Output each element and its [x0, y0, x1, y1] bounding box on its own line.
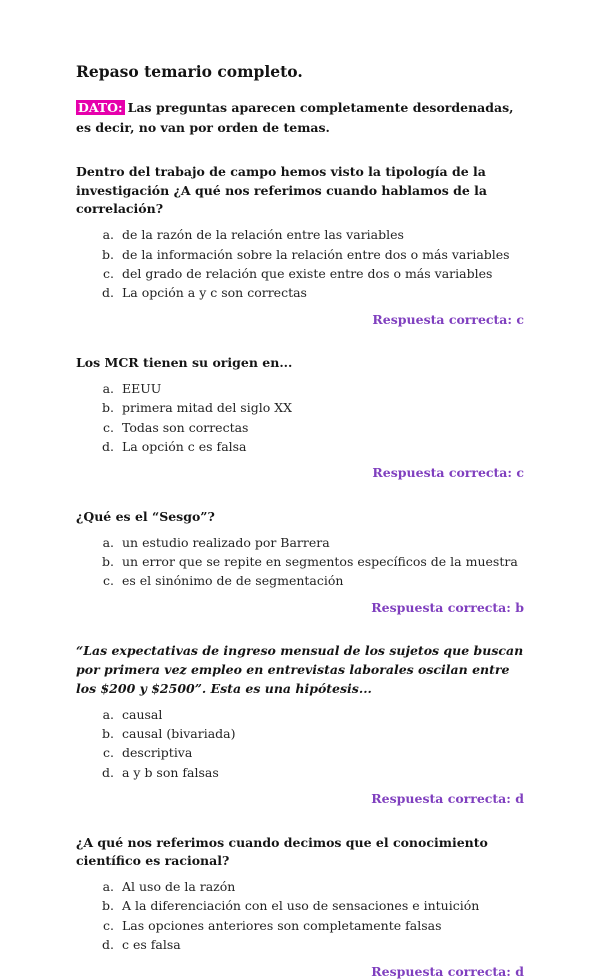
answer-value: c [516, 311, 524, 327]
question-block [76, 834, 524, 980]
question-block [76, 508, 524, 616]
answer-prefix: Respuesta correcta: [371, 599, 511, 615]
question-text: Dentro del trabajo de campo hemos visto la tipología de la investigación ¿A qué nos referimos cuando hablamos de la correlación? [76, 163, 488, 217]
answer-prefix: Respuesta correcta: [372, 311, 513, 327]
answer-value: b [515, 599, 524, 615]
option-item: c. descriptiva [118, 743, 524, 762]
answer-value: c [516, 465, 524, 481]
option-item: c. es el sinónimo de de segmentación [118, 571, 524, 590]
questions-container [76, 163, 524, 980]
note-highlight-label: DATO: [78, 100, 123, 116]
question-text: ¿A qué nos referimos cuando decimos que el conocimiento científico es racional? [76, 834, 488, 869]
answer-prefix: Respuesta correcta: [372, 465, 513, 481]
answer-value: d [515, 963, 524, 979]
option-item: a. Al uso de la razón [118, 877, 524, 896]
option-item: a. EEUU [118, 379, 524, 398]
answer-line [76, 599, 524, 617]
option-item: a. un estudio realizado por Barrera [118, 533, 524, 552]
option-item: d. a y b son falsas [118, 763, 524, 782]
question-text: ¿Qué es el “Sesgo”? [76, 508, 215, 524]
option-item: b. A la diferenciación con el uso de sensaciones e intuición [118, 896, 524, 915]
option-item: d. La opción c es falsa [118, 437, 524, 456]
question-text: Los MCR tienen su origen en... [76, 355, 293, 371]
option-item: c. Las opciones anteriores son completamente falsas [118, 916, 524, 935]
question-block [76, 163, 524, 328]
answer-line [76, 963, 524, 980]
answer-prefix: Respuesta correcta: [371, 791, 511, 807]
page-title: Repaso temario completo. [76, 62, 303, 81]
options-list [76, 225, 524, 303]
note-text: Las preguntas aparecen completamente desordenadas, es decir, no van por orden de temas. [76, 100, 514, 135]
question-block [76, 354, 524, 482]
answer-line [76, 464, 524, 482]
answer-prefix: Respuesta correcta: [371, 963, 511, 979]
option-item: c. Todas son correctas [118, 418, 524, 437]
option-item: b. causal (bivariada) [118, 724, 524, 743]
answer-value: d [515, 791, 524, 807]
options-list [76, 379, 524, 457]
options-list [76, 533, 524, 591]
answer-line [76, 790, 524, 808]
option-item: b. de la información sobre la relación entre dos o más variables [118, 245, 524, 264]
note-paragraph [76, 98, 524, 137]
question-block [76, 642, 524, 807]
options-list [76, 705, 524, 783]
option-item: d. c es falsa [118, 935, 524, 954]
option-item: c. del grado de relación que existe entre dos o más variables [118, 264, 524, 283]
question-text: “Las expectativas de ingreso mensual de los sujetos que buscan por primera vez empleo en entrevistas laborales oscilan entre los $200 y $2500”. Esta es una hipótesis... [76, 643, 524, 696]
option-item: d. La opción a y c son correctas [118, 283, 524, 302]
option-item: b. primera mitad del siglo XX [118, 398, 524, 417]
option-item: a. de la razón de la relación entre las variables [118, 225, 524, 244]
options-list [76, 877, 524, 955]
option-item: a. causal [118, 705, 524, 724]
option-item: b. un error que se repite en segmentos específicos de la muestra [118, 552, 524, 571]
answer-line [76, 311, 524, 329]
